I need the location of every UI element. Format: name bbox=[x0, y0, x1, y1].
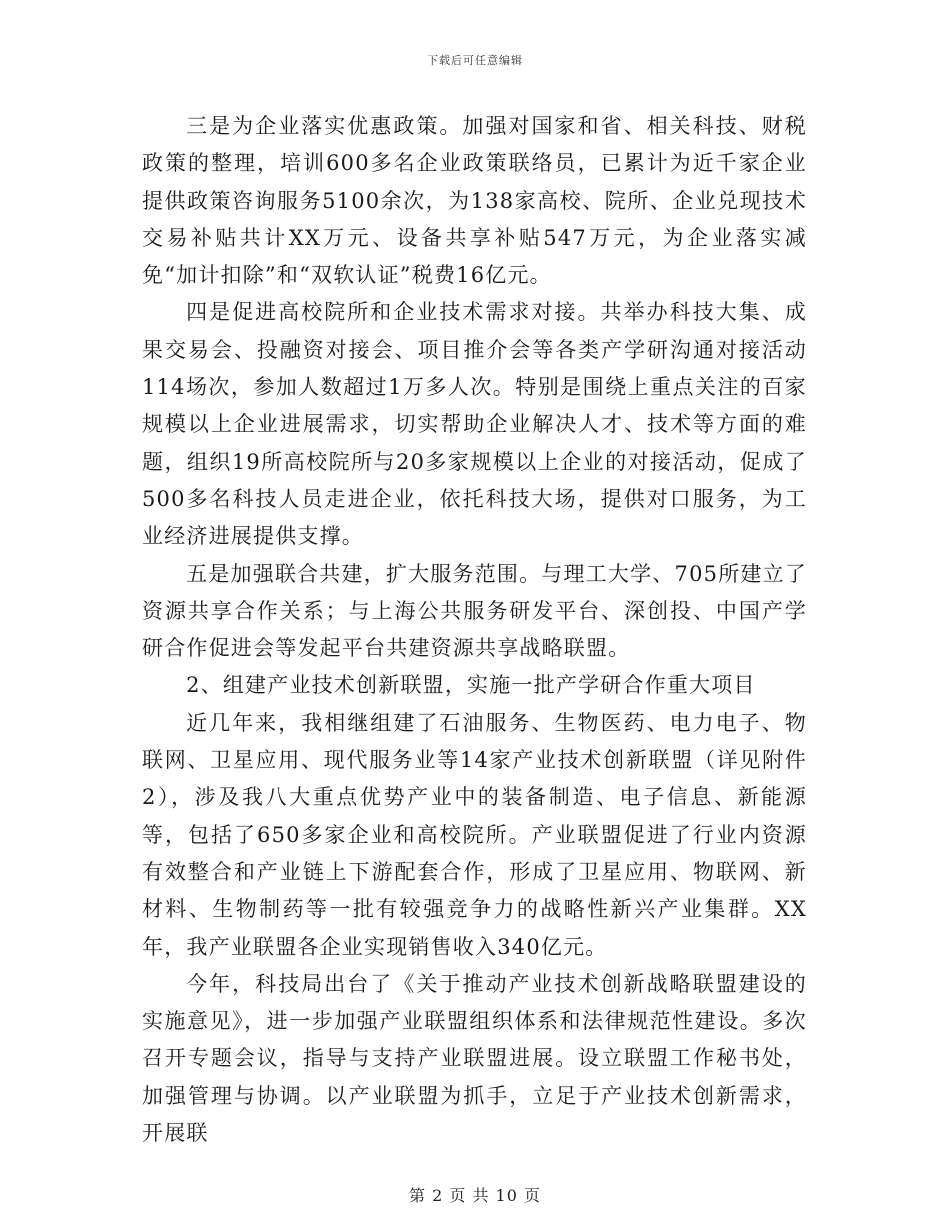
page-header: 下载后可任意编辑 bbox=[427, 54, 523, 67]
paragraph-joint-construction: 五是加强联合共建，扩大服务范围。与理工大学、705所建立了资源共享合作关系；与上海公共服务研发平台、深创投、中国产学研合作促进会等发起平台共建资源共享战略联盟。 bbox=[142, 561, 807, 661]
page-number: 第 2 页 共 10 页 bbox=[409, 1186, 541, 1205]
section-heading-industry-alliance: 2、组建产业技术创新联盟，实施一批产学研合作重大项目 bbox=[186, 673, 756, 698]
paragraph-demand-matching: 四是促进高校院所和企业技术需求对接。共举办科技大集、成果交易会、投融资对接会、项目推介会等各类产学研沟通对接活动114场次，参加人数超过1万多人次。特别是围绕上重点关注的百家规模以上企业进展需求，切实帮助企业解决人才、技术等方面的难题，组织19所高校院所与20多家规模以上企业的对接活动，促成了500多名科技人员走进企业，依托科技大场，提供对口服务，为工业经济进展提供支撑。 bbox=[142, 300, 807, 549]
document-body bbox=[142, 108, 807, 1152]
paragraph-policy-support: 三是为企业落实优惠政策。加强对国家和省、相关科技、财税政策的整理，培训600多名企业政策联络员，已累计为近千家企业提供政策咨询服务5100余次，为138家高校、院所、企业兑现技术交易补贴共计XX万元、设备共享补贴547万元，为企业落实减免“加计扣除”和“双软认证”税费16亿元。 bbox=[142, 114, 807, 288]
paragraph-alliance-overview: 近几年来，我相继组建了石油服务、生物医药、电力电子、物联网、卫星应用、现代服务业等14家产业技术创新联盟（详见附件2），涉及我八大重点优势产业中的装备制造、电子信息、新能源等，包括了650多家企业和高校院所。产业联盟促进了行业内资源有效整合和产业链上下游配套合作，形成了卫星应用、物联网、新材料、生物制药等一批有较强竞争力的战略性新兴产业集群。XX年，我产业联盟各企业实现销售收入340亿元。 bbox=[142, 710, 807, 959]
paragraph-alliance-measures: 今年，科技局出台了《关于推动产业技术创新战略联盟建设的实施意见》，进一步加强产业联盟组织体系和法律规范性建设。多次召开专题会议，指导与支持产业联盟进展。设立联盟工作秘书处，加强管理与协调。以产业联盟为抓手，立足于产业技术创新需求，开展联 bbox=[142, 971, 807, 1146]
